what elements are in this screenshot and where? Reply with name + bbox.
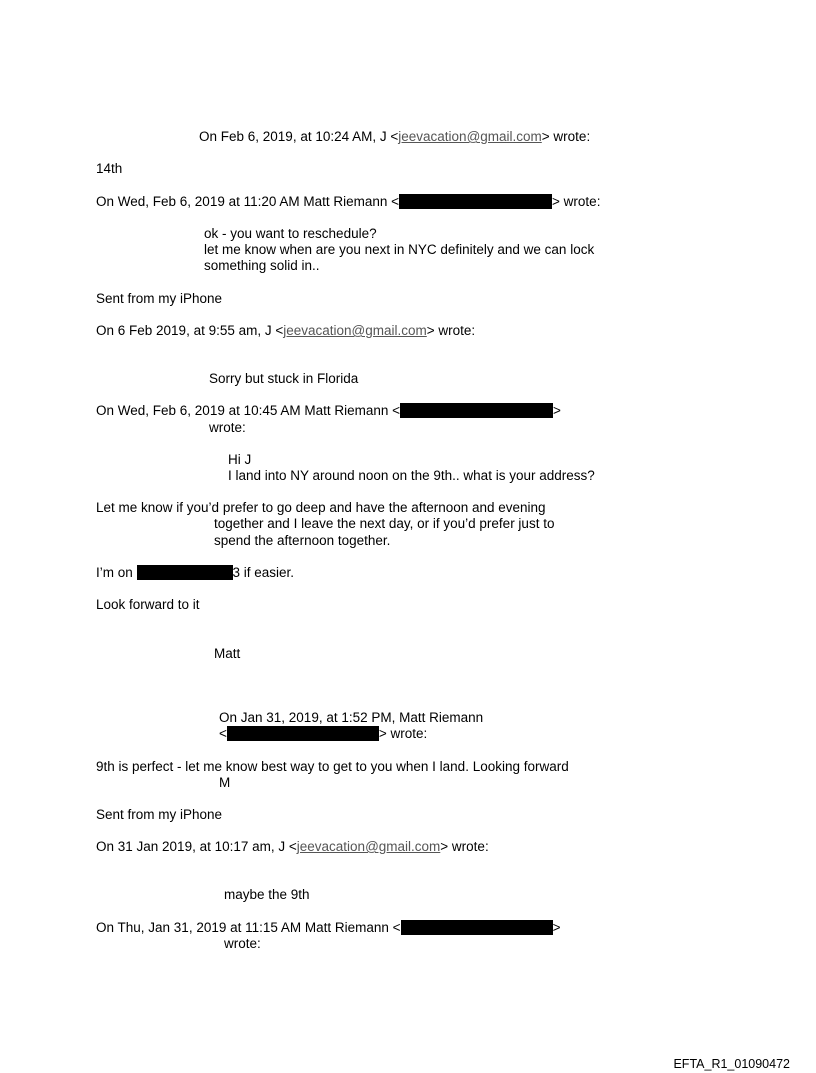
email-paragraph-line: Let me know if you’d prefer to go deep and have the afternoon and evening [96,500,546,515]
header-text: > [553,403,561,418]
email-link[interactable]: jeevacation@gmail.com [296,839,441,854]
email-body-line: I land into NY around noon on the 9th.. what is your address? [228,468,595,483]
header-text: > wrote: [541,129,591,144]
redaction-bar [137,565,233,580]
phone-pre: I’m on [96,565,137,580]
header-text: On 6 Feb 2019, at 9:55 am, J < [96,323,284,338]
email-body-line: ok - you want to reschedule? [204,226,377,241]
header-text: > [552,920,561,935]
email-header-jan31-152: On Jan 31, 2019, at 1:52 PM, Matt Riemann [219,710,484,725]
email-header-jan31-1017 [96,839,489,855]
email-header-feb6-1045 [96,403,561,419]
email-paragraph-line: together and I leave the next day, or if you’d prefer just to [214,516,555,531]
document-id-footer: EFTA_R1_01090472 [673,1057,790,1071]
email-body: Sorry but stuck in Florida [209,371,359,386]
email-link[interactable]: jeevacation@gmail.com [283,323,427,338]
redaction-bar [400,403,553,418]
header-text: On 31 Jan 2019, at 10:17 am, J < [96,839,297,854]
header-text: < [219,726,227,741]
header-text: On Wed, Feb 6, 2019 at 11:20 AM Matt Riemann < [96,194,400,209]
header-text: On Thu, Jan 31, 2019 at 11:15 AM Matt Riemann < [96,920,401,935]
email-link[interactable]: jeevacation@gmail.com [398,129,542,144]
phone-post: 3 if easier. [232,565,295,580]
email-header-feb6-1024 [199,129,590,145]
signature: Matt [214,646,241,661]
phone-line [96,565,294,581]
redaction-bar [399,194,552,209]
email-header-line2 [219,726,427,742]
header-text: On Wed, Feb 6, 2019 at 10:45 AM Matt Riemann < [96,403,401,418]
email-body-line: Hi J [228,452,252,467]
wrote-label: wrote: [209,420,246,435]
email-paragraph-line: spend the afternoon together. [214,533,391,548]
sent-from-iphone: Sent from my iPhone [96,807,223,822]
wrote-label: wrote: [224,936,261,951]
header-text: > wrote: [552,194,601,209]
email-header-feb6-1120 [96,194,600,210]
header-text: > wrote: [440,839,489,854]
email-body: 14th [96,161,123,176]
redaction-bar [401,920,553,935]
signature: M [219,775,231,790]
email-body: maybe the 9th [224,887,310,902]
header-text: > wrote: [426,323,476,338]
email-header-feb6-955 [96,323,475,339]
sent-from-iphone: Sent from my iPhone [96,291,223,306]
look-forward-line: Look forward to it [96,597,200,612]
email-body: 9th is perfect - let me know best way to get to you when I land. Looking forward [96,759,569,774]
header-text: > wrote: [378,726,428,741]
email-body-line: let me know when are you next in NYC definitely and we can lock [204,242,595,257]
header-text: On Feb 6, 2019, at 10:24 AM, J < [199,129,399,144]
email-body-line: something solid in.. [204,258,320,273]
redaction-bar [227,726,379,741]
email-header-jan31-1115 [96,920,560,936]
